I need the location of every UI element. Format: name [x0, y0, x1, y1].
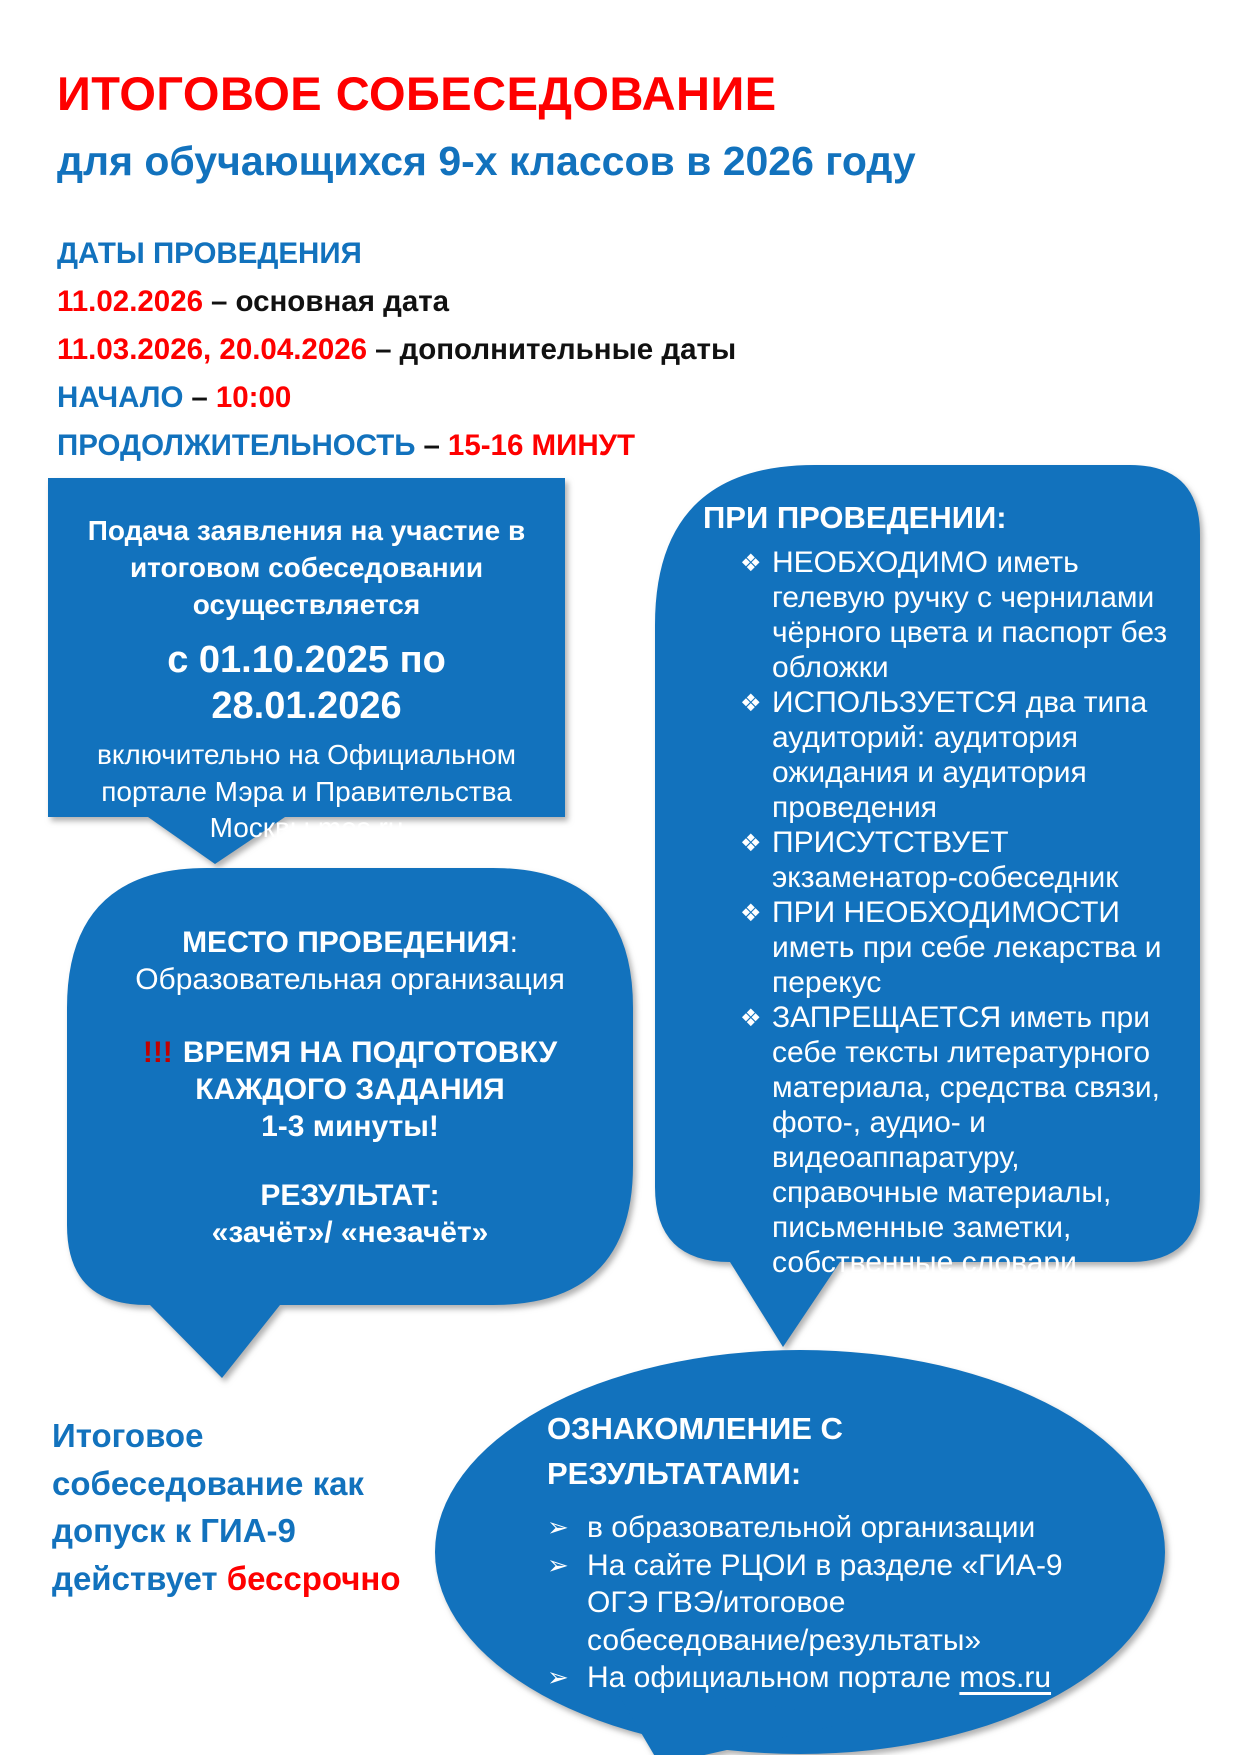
page-subtitle: для обучающихся 9-х классов в 2026 году [57, 138, 916, 184]
mos-ru-link[interactable]: mos.ru [317, 812, 404, 843]
dates-heading: ДАТЫ ПРОВЕДЕНИЯ [57, 237, 362, 270]
list-item: ❖ ПРИСУТСТВУЕТ экзаменатор-собеседник [740, 826, 1119, 894]
application-period: с 01.10.2025 по 28.01.2026 [167, 639, 446, 727]
diamond-bullet-icon: ❖ [740, 900, 762, 927]
duration-label: ПРОДОЛЖИТЕЛЬНОСТЬ [57, 429, 416, 462]
mos-ru-link[interactable]: mos.ru [959, 1661, 1052, 1694]
venue-warning: !!! ВРЕМЯ НА ПОДГОТОВКУ КАЖДОГО ЗАДАНИЯ [142, 1036, 558, 1106]
application-intro: Подача заявления на участие в итоговом собеседовании осуществляется [87, 515, 526, 620]
start-value: 10:00 [215, 381, 292, 414]
duration-value: 15-16 МИНУТ [447, 429, 636, 462]
start-label: НАЧАЛО [57, 381, 184, 414]
start-time-line [57, 374, 736, 422]
dash: – [423, 429, 440, 462]
extra-dates-line [57, 326, 736, 374]
list-item: ❖ ИСПОЛЬЗУЕТСЯ два типа аудиторий: аудитория ожидания и аудитория проведения [740, 686, 1148, 824]
extra-dates-value: 11.03.2026, 20.04.2026 [57, 333, 368, 366]
diamond-bullet-icon: ❖ [740, 550, 762, 577]
rules-list [703, 545, 1186, 1280]
dates-section [57, 230, 736, 470]
dash: – [375, 333, 392, 366]
application-bubble [48, 478, 565, 847]
venue-warning-duration: 1-3 минуты! [261, 1110, 439, 1143]
venue-heading: МЕСТО ПРОВЕДЕНИЯ: [182, 926, 518, 959]
main-date-value: 11.02.2026 [57, 285, 204, 318]
list-item: ❖ ПРИ НЕОБХОДИМОСТИ иметь при себе лекарства и перекус [740, 896, 1162, 999]
main-date-line [57, 278, 736, 326]
arrow-bullet-icon: ➢ [547, 1549, 569, 1580]
diamond-bullet-icon: ❖ [740, 830, 762, 857]
list-item: ➢ На сайте РЦОИ в разделе «ГИА-9 ОГЭ ГВЭ/итоговое собеседование/результаты» [547, 1548, 1063, 1657]
results-list [547, 1509, 1067, 1697]
list-item: ❖ НЕОБХОДИМО иметь гелевую ручку с чернилами чёрного цвета и паспорт без обложки [740, 546, 1168, 684]
diamond-bullet-icon: ❖ [740, 690, 762, 717]
venue-subheading: Образовательная организация [135, 963, 565, 996]
page-title: ИТОГОВОЕ СОБЕСЕДОВАНИЕ [57, 67, 777, 120]
list-item: ➢ На официальном портале mos.ru [547, 1659, 1067, 1697]
rules-heading: ПРИ ПРОВЕДЕНИИ: [703, 500, 1007, 535]
exclamation-marks: !!! [142, 1036, 173, 1069]
arrow-bullet-icon: ➢ [547, 1662, 569, 1692]
extra-dates-label: дополнительные даты [399, 333, 737, 366]
results-heading: ОЗНАКОМЛЕНИЕ С РЕЗУЛЬТАТАМИ: [547, 1411, 843, 1491]
admission-highlight: бессрочно [226, 1559, 401, 1597]
list-item: ❖ ЗАПРЕЩАЕТСЯ иметь при себе тексты литературного материала, средства связи, фото-, аудио- и видеоаппаратуру, справочные материалы, письменные заметки, собственные словари [740, 1001, 1160, 1279]
main-date-label: основная дата [235, 285, 450, 318]
list-item: ➢ в образовательной организации [547, 1509, 1067, 1547]
arrow-bullet-icon: ➢ [547, 1512, 569, 1542]
result-value: «зачёт»/ «незачёт» [211, 1216, 489, 1249]
results-bubble [547, 1406, 1067, 1697]
rules-bubble [703, 500, 1186, 1280]
dash: – [211, 285, 228, 318]
diamond-bullet-icon: ❖ [740, 1005, 762, 1032]
dash: – [191, 381, 208, 414]
duration-line [57, 422, 736, 470]
result-label: РЕЗУЛЬТАТ: [260, 1179, 440, 1212]
admission-note: Итоговое собеседование как допуск к ГИА-9 действует бессрочно [52, 1417, 401, 1597]
application-details: включительно на Официальном портале Мэра и Правительства Москвы mos.ru [96, 739, 516, 843]
venue-bubble [67, 868, 633, 1251]
